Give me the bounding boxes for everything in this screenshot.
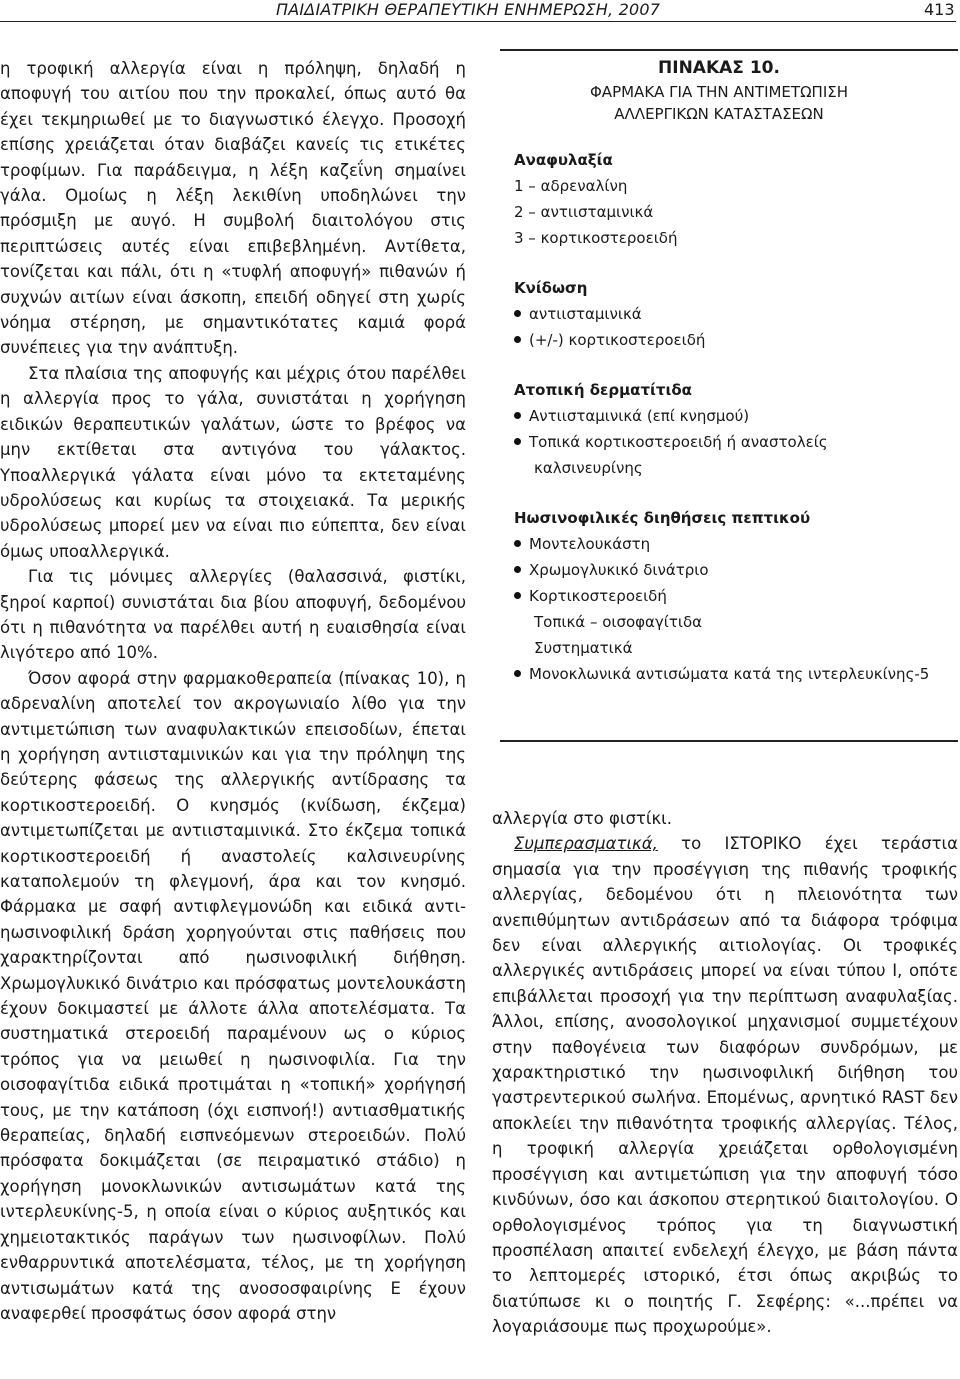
sub-list-item: Τοπικά – οισοφαγίτιδα (534, 613, 703, 631)
right-column (492, 806, 958, 1340)
bullet-icon (514, 310, 521, 317)
list-item-continuation: καλσινευρίνης (534, 459, 643, 477)
list-item-label: Κορτικοστεροειδή (529, 587, 667, 605)
table-subtitle-line-2: ΑΛΛΕΡΓΙΚΩΝ ΚΑΤΑΣΤΑΣΕΩΝ (614, 105, 824, 123)
section-heading-atopic-dermatitis: Ατοπική δερματίτιδα (514, 381, 692, 399)
bullet-icon (514, 670, 521, 677)
section-heading-anaphylaxis: Αναφυλαξία (514, 151, 613, 169)
table-10 (514, 55, 954, 687)
bullet-icon (514, 438, 521, 445)
list-item: 3 – κορτικοστεροειδή (514, 229, 678, 247)
left-paragraph-1: η τροφική αλλεργία είναι η πρόληψη, δηλαδή η αποφυγή του αιτίου που την προκαλεί, όπως αυτό θα έχει τεκμηριωθεί με το διαγνωστικό έλεγχο. Προσοχή επίσης χρειάζεται όταν διαβάζει κανείς τις ετικέτες τροφίμων. Για παράδειγμα, η λέξη καζεΐνη σημαίνει γάλα. Ομοίως η λέξη λεκιθίνη υποδηλώνει την πρόσμιξη με αυγό. Η συμβολή διαιτολόγου στις περιπτώσεις αυτές είναι επιβεβλημένη. Αντίθετα, τονίζεται και πάλι, ότι η «τυφλή αποφυγή» πιθανών ή συχνών αιτίων είναι άσκοπη, επειδή οδηγεί στη χωρίς νόημα στέρηση, με σημαντικότατες καμιά φορά συνέπειες για την ανάπτυξη. (0, 59, 466, 358)
right-paragraph-1: αλλεργία στο φιστίκι. (492, 809, 672, 828)
left-paragraph-2: Στα πλαίσια της αποφυγής και μέχρις ότου παρέλθει η αλλεργία προς το γάλα, συνιστάται η χορήγηση ειδικών θεραπευτικών γαλάτων, ώστε το βρέφος να μην εκτίθεται στα αντιγόνα του γάλακτος. Υποαλλεργικά γάλατα είναι μόνο τα εκτεταμένης υδρολύσεως και κυρίως τα στοιχειακά. Τα μερικής υδρολύσεως μπορεί μεν να είναι πιο εύπεπτα, δεν είναι όμως υποαλλεργικά. (0, 363, 466, 561)
list-item (514, 429, 954, 455)
list-item (514, 531, 954, 557)
emphasis-text: Συμπερασματικά, (514, 834, 658, 854)
list-item-label: (+/-) κορτικοστεροειδή (529, 331, 706, 349)
list-item (514, 327, 954, 353)
list-item (514, 583, 954, 609)
conclusion-text: το ΙΣΤΟΡΙΚΟ έχει τεράστια σημασία για την προσέγγιση της πιθανής τροφικής αλλεργίας, δεδομένου ότι η πλειονότητα των ανεπιθύμητων αντιδράσεων από τα διάφορα τρόφιμα δεν είναι αλλεργικής αιτιολογίας. Οι τροφικές αλλεργικές αντιδράσεις μπορεί να είναι τύπου Ι, οπότε επιβάλλεται προσοχή για την περίπτωση αναφυλαξίας. Άλλοι, επίσης, ανοσολογικοί μηχανισμοί συμμετέχουν στην παθογένεια των διαφόρων συνδρόμων, με χαρακτηριστικό την ηωσινοφιλική διήθηση του γαστρεντερικού σωλήνα. Επομένως, αρνητικό RAST δεν αποκλείει την πιθανότητα τροφικής αλλεργίας. Τέλος, η τροφική αλλεργία χρειάζεται ορθολογισμένη προσέγγιση και αντιμετώπιση για την αποφυγή τόσο κινδύνων, όσο και άσκοπου στερητικού διαιτολογίου. Ο ορθολογισμένος τρόπος για τη διαγνωστική προσπέλαση απαιτεί ενδελεχή έλεγχο, με βάση πάντα το λεπτομερές ιστορικό, έτσι όπως ακριβώς το διατύπωσε κι ο ποιητής Γ. Σεφέρης: «...πρέπει να λογαριάσουμε πως προχωρούμε». (492, 834, 958, 1337)
table-top-rule (500, 49, 958, 51)
list-item (514, 557, 954, 583)
page-header (0, 0, 960, 22)
list-item: 1 – αδρεναλίνη (514, 177, 628, 195)
table-subtitle-line-1: ΦΑΡΜΑΚΑ ΓΙΑ ΤΗΝ ΑΝΤΙΜΕΤΩΠΙΣΗ (590, 83, 848, 101)
bullet-icon (514, 592, 521, 599)
right-paragraph-2 (492, 831, 958, 1339)
list-item (514, 301, 954, 327)
table-bottom-rule (500, 740, 958, 742)
list-item (514, 661, 954, 687)
left-paragraph-3: Για τις μόνιμες αλλεργίες (θαλασσινά, φιστίκι, ξηροί καρποί) συνιστάται δια βίου αποφυγή, δεδομένου ότι η πιθανότητα να παρέλθει αυτή η ευαισθησία είναι λιγότερο από 10%. (0, 567, 466, 663)
left-paragraph-4: Όσον αφορά στην φαρμακοθεραπεία (πίνακας 10), η αδρεναλίνη αποτελεί τον ακρογωνιαίο λίθο για την αντιμετώπιση των αναφυλακτικών επεισοδίων, έπεται η χορήγηση αντιισταμινικών και για την πρόληψη της δεύτερης φάσεως της αλλεργικής αντίδρασης τα κορτικοστεροειδή. Ο κνησμός (κνίδωση, έκζεμα) αντιμετωπίζεται με αντιισταμινικά. Στο έκζεμα τοπικά κορτικοστεροειδή ή αναστολείς καλσινευρίνης καταπολεμούν τη φλεγμονή, άρα και τον κνησμό. Φάρμακα με σαφή αντιφλεγμονώδη και ειδικά αντι-ηωσινοφιλική δράση χορηγούνται στις παθήσεις που χαρακτηρίζονται από ηωσινοφιλική διήθηση. Χρωμογλυκικό δινάτριο και πρόσφατως μοντελουκάστη έχουν δοκιμαστεί με άλλοτε άλλα αποτελέσματα. Τα συστηματικά στεροειδή παραμένουν ως ο κύριος τρόπος για να μειωθεί η ηωσινοφιλία. Για την οισοφαγίτιδα ειδικά προτιμάται η «τοπική» χορήγησή τους, με την κατάποση (όχι εισπνοή!) αντιασθματικής θεραπείας, δηλαδή εισπνεόμενων στεροειδών. Πολύ πρόσφατα δοκιμάζεται (σε πειραματικό στάδιο) η χορήγηση μονοκλωνικών αντισωμάτων κατά της ιντερλευκίνης-5, η οποία είναι ο κύριος αυξητικός και χημειοτακτικός παράγων των ηωσινοφίλων. Πολύ ενθαρρυντικά αποτελέσματα, τέλος, με τη χορήγηση αντισωμάτων κατά της ανοσοσφαιρίνης Ε έχουν αναφερθεί προσφάτως όσον αφορά στην (0, 668, 466, 1323)
bullet-icon (514, 566, 521, 573)
page-number: 413 (924, 0, 955, 19)
sub-list-item: Συστηματικά (534, 639, 633, 657)
list-item (514, 403, 954, 429)
left-column (0, 56, 466, 1326)
bullet-icon (514, 336, 521, 343)
list-item-label: αντιισταμινικά (529, 305, 642, 323)
table-title: ΠΙΝΑΚΑΣ 10. (658, 58, 780, 78)
list-item-label: Μοντελουκάστη (529, 535, 651, 553)
list-item-label: Τοπικά κορτικοστεροειδή ή αναστολείς (529, 433, 828, 451)
list-item-label: Μονοκλωνικά αντισώματα κατά της ιντερλευκίνης-5 (529, 665, 930, 683)
list-item-label: Χρωμογλυκικό δινάτριο (529, 561, 709, 579)
section-heading-eosinophilic: Ηωσινοφιλικές διηθήσεις πεπτικού (514, 509, 811, 527)
section-heading-urticaria: Κνίδωση (514, 279, 588, 297)
header-rule (0, 21, 956, 22)
list-item-label: Αντιισταμινικά (επί κνησμού) (529, 407, 750, 425)
bullet-icon (514, 412, 521, 419)
list-item: 2 – αντιισταμινικά (514, 203, 654, 221)
running-title: ΠΑΙΔΙΑΤΡΙΚΗ ΘΕΡΑΠΕΥΤΙΚΗ ΕΝΗΜΕΡΩΣΗ, 2007 (276, 0, 661, 19)
bullet-icon (514, 540, 521, 547)
